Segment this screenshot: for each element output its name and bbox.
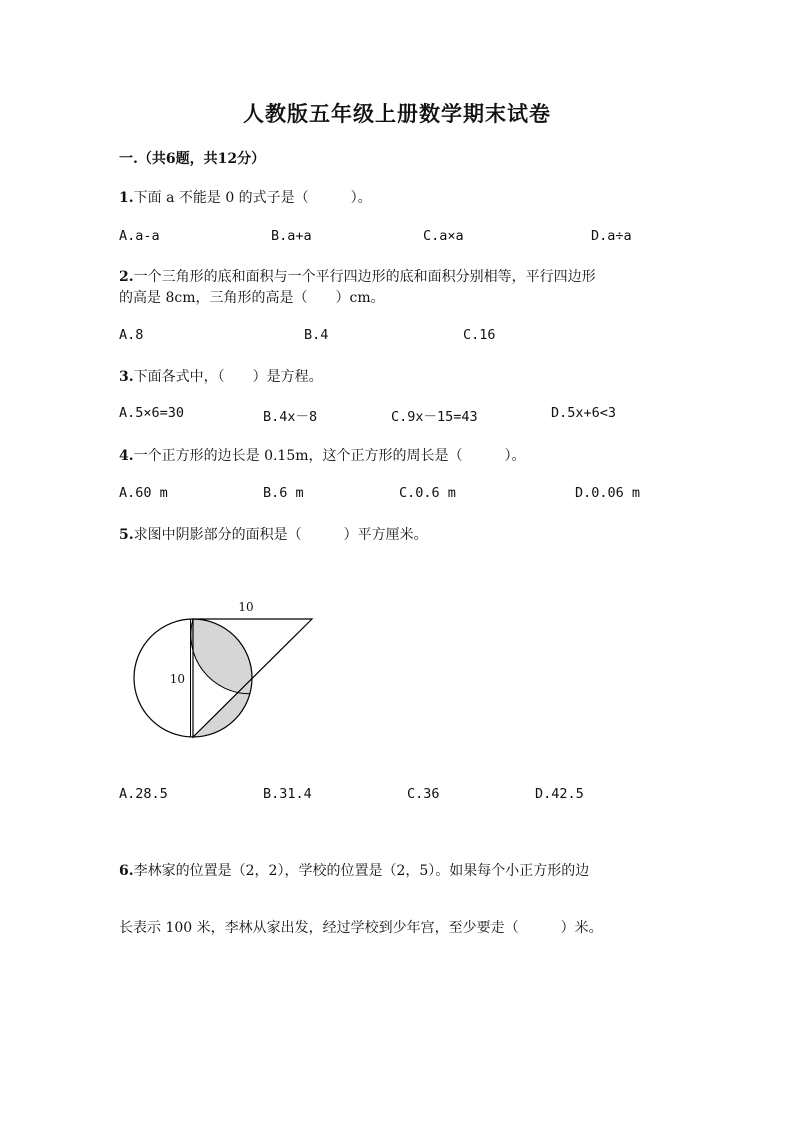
question-5 xyxy=(119,524,428,544)
upper-shaded-region xyxy=(191,619,252,694)
question-text: 一个三角形的底和面积与一个平行四边形的底和面积分别相等，平行四边形 xyxy=(133,269,596,285)
question-number: 6. xyxy=(119,863,134,879)
question-number: 3. xyxy=(119,369,134,385)
question-number: 1. xyxy=(119,190,134,206)
question-1 xyxy=(119,187,372,207)
option-a: A.a-a xyxy=(119,228,160,244)
option-b: B.31.4 xyxy=(263,786,312,802)
option-a: A.8 xyxy=(119,327,144,343)
option-c: C.0.6 m xyxy=(399,485,456,501)
question-number: 2. xyxy=(119,269,134,285)
question-2 xyxy=(119,266,596,286)
option-c: C.36 xyxy=(407,786,440,802)
question-text: 李林家的位置是（2，2），学校的位置是（2，5）。如果每个小正方形的边 xyxy=(133,863,590,879)
option-d: D.a÷a xyxy=(591,228,632,244)
option-c: C.a×a xyxy=(423,228,464,244)
question-text: 求图中阴影部分的面积是（ ）平方厘米。 xyxy=(133,527,428,543)
question-4 xyxy=(119,445,526,465)
option-c: C.9x－15=43 xyxy=(391,409,478,425)
question-text-line2: 的高是 8cm，三角形的高是（ ）cm。 xyxy=(119,290,385,306)
question-text-line2: 长表示 100 米，李林从家出发，经过学校到少年宫，至少要走（ ）米。 xyxy=(119,920,603,936)
section-heading: 一.（共6题，共12分） xyxy=(119,151,266,167)
question-6 xyxy=(119,860,589,880)
option-d: D.5x+6<3 xyxy=(551,405,617,421)
option-a: A.28.5 xyxy=(119,786,168,802)
option-a: A.60 m xyxy=(119,485,168,501)
option-d: D.0.06 m xyxy=(575,485,641,501)
question-number: 5. xyxy=(119,527,134,543)
question-number: 4. xyxy=(119,448,134,464)
left-length-label: 10 xyxy=(169,672,185,686)
shaded-area-figure xyxy=(120,590,330,750)
top-length-label: 10 xyxy=(238,600,254,614)
option-a: A.5×6=30 xyxy=(119,405,185,421)
page-title: 人教版五年级上册数学期末试卷 xyxy=(243,101,551,126)
option-c: C.16 xyxy=(463,327,496,343)
option-b: B.6 m xyxy=(263,485,304,501)
option-d: D.42.5 xyxy=(535,786,584,802)
option-b: B.4 xyxy=(304,327,329,343)
question-text: 下面各式中，（ ）是方程。 xyxy=(133,369,323,385)
option-b: B.a+a xyxy=(271,228,312,244)
question-3 xyxy=(119,366,323,386)
question-text: 一个正方形的边长是 0.15m，这个正方形的周长是（ ）。 xyxy=(133,448,526,464)
option-b: B.4x－8 xyxy=(263,409,318,425)
question-text: 下面 a 不能是 0 的式子是（ ）。 xyxy=(133,190,372,206)
